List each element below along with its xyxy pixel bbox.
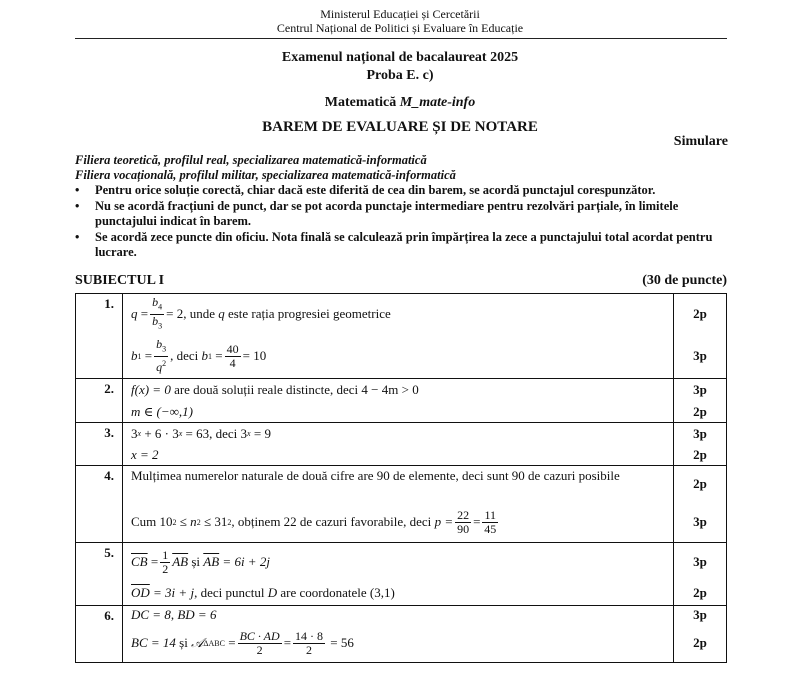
item-number: 2. (76, 379, 123, 423)
table-row (76, 466, 727, 543)
item-content (123, 466, 674, 543)
item-line: x = 2 (131, 446, 159, 462)
bullet-icon: • (75, 183, 80, 197)
item-content (123, 606, 674, 663)
fraction: $\frac{11}{45}$ (484, 507, 497, 536)
fraction: $\frac{14 \cdot 8}{2}$ (295, 628, 324, 657)
item-number: 4. (76, 466, 123, 543)
section-header (75, 273, 727, 289)
item-points: 3p 2p (674, 606, 727, 663)
fraction: $\frac{40}{4}$ (226, 341, 239, 370)
item-content (123, 379, 674, 423)
item-line: DC = 8 , BD = 6 (131, 607, 217, 622)
item-number: 6. (76, 606, 123, 663)
item-line: $\overline{OD}$ = 3i + j , deci punctul D are coordonatele (3,1) (131, 585, 395, 600)
item-line: BC = 14 și 𝒜 ΔABC = $\frac{BC \cdot AD}{2}$ = $\frac{14 \cdot 8}{2}$ = 56 (131, 628, 354, 657)
barem-table (75, 293, 727, 663)
bullet-icon: • (75, 198, 80, 213)
item-content (123, 294, 674, 379)
section-title: SUBIECTUL I (75, 273, 165, 288)
item-line: b 1 = $\frac{b_3}{q^2}$ , deci b 1 = $\frac{40}{4}$ = 10 (131, 337, 267, 374)
table-row (76, 606, 727, 663)
simulare-label: Simulare (673, 134, 728, 149)
item-points: 2p 3p (674, 294, 727, 379)
item-points: 3p 2p (674, 379, 727, 423)
filiera-teoretica: Filiera teoretică, profilul real, specializarea matematică-informatică (75, 153, 427, 167)
item-line: Mulțimea numerelor naturale de două cifre are 90 de elemente, deci sunt 90 de cazuri posibile (131, 468, 620, 483)
item-number: 1. (76, 294, 123, 379)
item-points: 2p 3p (674, 466, 727, 543)
fraction: $\frac{b_3}{q^2}$ (156, 337, 167, 374)
item-content (123, 543, 674, 606)
section-points: (30 de puncte) (642, 273, 727, 288)
item-line: m ∈ (−∞,1) (131, 403, 193, 419)
item-number: 3. (76, 423, 123, 466)
proba-label: Proba E. c) (366, 68, 434, 83)
table-row (76, 294, 727, 379)
rule-item: • Nu se acordă fracțiuni de punct, dar se pot acorda punctaje intermediare pentru rezolvări parțiale, în limitele punctajului indicat în barem. (75, 198, 679, 228)
rule-item: • Se acordă zece puncte din oficiu. Nota finală se calculează prin împărțirea la zece a punctajului total acordat pentru lucrare. (75, 229, 713, 259)
table-row (76, 423, 727, 466)
exam-title: Examenul național de bacalaureat 2025 (281, 50, 519, 65)
item-line: Cum 10 2 ≤ n 2 ≤ 31 2 , obținem 22 de cazuri favorabile, deci p = $\frac{22}{90}$ = $\frac{11}{45}$ (131, 507, 497, 536)
header-divider (75, 38, 727, 39)
filiera-vocationala: Filiera vocațională, profilul militar, specializarea matematică-informatică (75, 168, 456, 182)
item-number: 5. (76, 543, 123, 606)
item-line: $\overline{CB}$ = $\frac{1}{2}$ $\overline{AB}$ și $\overline{AB}$ = 6i + 2j (131, 547, 270, 576)
table-row (76, 543, 727, 606)
item-line: f(x) = 0 are două soluții reale distincte, deci 4 − 4m > 0 (131, 382, 419, 397)
item-points: 3p 2p (674, 423, 727, 466)
subject-prefix: Matematică (324, 95, 400, 110)
fraction: $\frac{1}{2}$ (162, 547, 169, 576)
bullet-icon: • (75, 229, 80, 244)
item-line: q = $\frac{b_4}{b_3}$ = 2 , unde q este rația progresiei geometrice (131, 295, 391, 330)
fraction: $\frac{b_4}{b_3}$ (152, 295, 163, 330)
fraction: $\frac{BC \cdot AD}{2}$ (239, 628, 280, 657)
barem-title: BAREM DE EVALUARE ȘI DE NOTARE (262, 119, 538, 135)
table-row (76, 379, 727, 423)
fraction: $\frac{22}{90}$ (457, 507, 470, 536)
subject-variant: M_mate-info (399, 95, 476, 110)
grading-rules (75, 183, 730, 261)
item-points: 3p 2p (674, 543, 727, 606)
item-line: 3 x + 6 · 3 x = 63 , deci 3 x = 9 (131, 425, 271, 441)
subject-title (0, 95, 800, 111)
rule-item: • Pentru orice soluție corectă, chiar dacă este diferită de cea din barem, se acordă punctajul corespunzător. (75, 183, 656, 197)
center-name: Centrul Național de Politici și Evaluare în Educație (276, 21, 524, 35)
item-content (123, 423, 674, 466)
ministry-name: Ministerul Educației și Cercetării (320, 7, 480, 21)
